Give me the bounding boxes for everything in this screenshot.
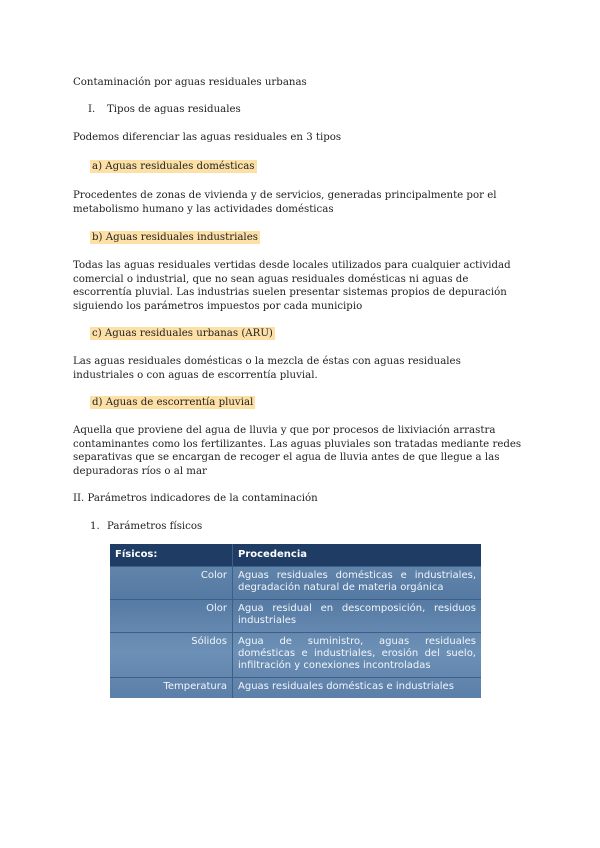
- type-d-heading: [90, 396, 540, 410]
- type-c-heading: [90, 327, 540, 341]
- table-header-origin: Procedencia: [233, 544, 482, 567]
- section-1-title: Tipos de aguas residuales: [107, 104, 241, 115]
- type-b-paragraph: Todas las aguas residuales vertidas desde locales utilizados para cualquier actividad comercial o industrial, que no sean aguas residuales domésticas ni aguas de escorrentía pluvial. Las industrias suelen presentar sistemas propios de depuración siguiendo los parámetros impuestos por cada municipio: [73, 260, 511, 312]
- type-d-heading-text: d) Aguas de escorrentía pluvial: [92, 397, 254, 408]
- type-c-paragraph: Las aguas residuales domésticas o la mezcla de éstas con aguas residuales industriales o con aguas de escorrentía pluvial.: [73, 356, 461, 381]
- type-b-heading: [90, 231, 540, 245]
- table-row: [110, 633, 481, 678]
- table-row: [110, 678, 481, 699]
- table-cell-param: Olor: [110, 600, 233, 633]
- table-cell-origin: Agua de suministro, aguas residuales domésticas e industriales, erosión del suelo, infiltración y conexiones incontroladas: [233, 633, 482, 678]
- document-title: Contaminación por aguas residuales urbanas: [73, 77, 307, 88]
- type-c-heading-text: c) Aguas residuales urbanas (ARU): [92, 328, 273, 339]
- table-cell-param: Color: [110, 567, 233, 600]
- section-2-title: II. Parámetros indicadores de la contaminación: [73, 493, 318, 504]
- table-row: [110, 567, 481, 600]
- type-d-paragraph: Aquella que proviene del agua de lluvia y que por procesos de lixiviación arrastra contaminantes como los fertilizantes. Las aguas pluviales son tratadas mediante redes separativas que se encargan de recoger el agua de lluvia antes de que llegue a las depuradoras ríos o al mar: [73, 425, 522, 477]
- section-1-number: I.: [88, 104, 96, 115]
- physical-parameters-table: [110, 544, 481, 698]
- table-cell-origin: Agua residual en descomposición, residuos industriales: [233, 600, 482, 633]
- table-cell-origin: Aguas residuales domésticas e industriales: [233, 678, 482, 699]
- subsection-1-title: Parámetros físicos: [107, 521, 203, 532]
- table-cell-param: Sólidos: [110, 633, 233, 678]
- table-header-param: Físicos:: [110, 544, 233, 567]
- intro-paragraph: Podemos diferenciar las aguas residuales en 3 tipos: [73, 132, 342, 143]
- table-header-row: [110, 544, 481, 567]
- type-a-heading: [90, 160, 540, 174]
- table-row: [110, 600, 481, 633]
- table-cell-param: Temperatura: [110, 678, 233, 699]
- type-a-paragraph: Procedentes de zonas de vivienda y de servicios, generadas principalmente por el metabolismo humano y las actividades domésticas: [73, 190, 497, 215]
- table-cell-origin: Aguas residuales domésticas e industriales, degradación natural de materia orgánica: [233, 567, 482, 600]
- subsection-1-number: 1.: [90, 521, 100, 532]
- type-a-heading-text: a) Aguas residuales domésticas: [92, 161, 255, 172]
- type-b-heading-text: b) Aguas residuales industriales: [92, 232, 258, 243]
